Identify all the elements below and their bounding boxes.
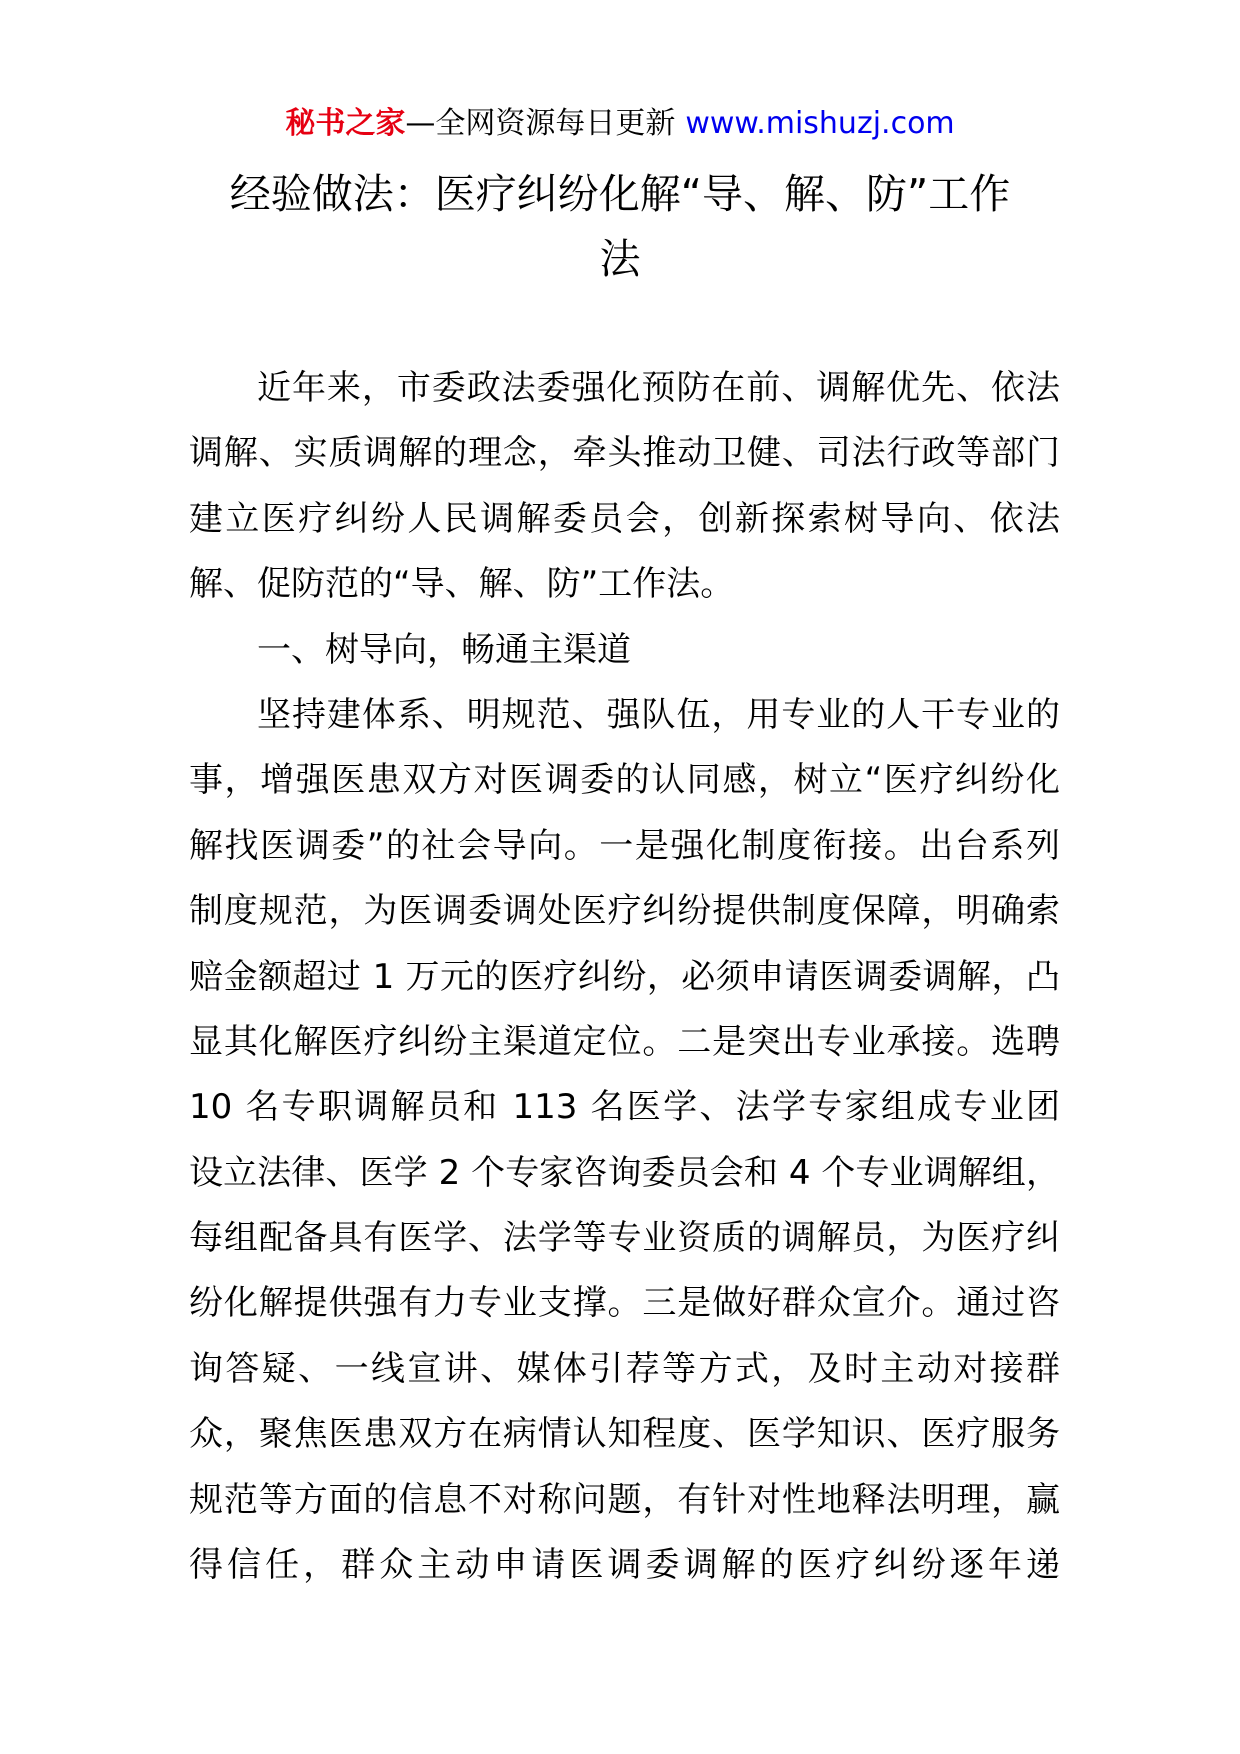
title-line: 法 [599, 235, 641, 283]
body-line: 纷化解提供强有力专业支撑。三是做好群众宣介。通过咨 [189, 1283, 1060, 1324]
document-body [189, 356, 1060, 1598]
body-line: 解、促防范的“导、解、防”工作法。 [189, 564, 735, 605]
header-tagline: —全网资源每日更新 [405, 106, 676, 141]
page-header [0, 104, 1240, 144]
body-line: 10 名专职调解员和 113 名医学、法学专家组成专业团 [189, 1087, 1060, 1128]
body-line: 每组配备具有医学、法学等专业资质的调解员，为医疗纠 [189, 1218, 1060, 1259]
section-heading [189, 618, 1060, 683]
body-line: 制度规范，为医调委调处医疗纠纷提供制度保障，明确索 [189, 891, 1060, 932]
document-title [120, 162, 1120, 292]
section-heading-text: 一、树导向，畅通主渠道 [257, 629, 631, 670]
body-line: 规范等方面的信息不对称问题，有针对性地释法明理，赢 [189, 1479, 1060, 1520]
body-line: 近年来，市委政法委强化预防在前、调解优先、依法 [257, 368, 1060, 408]
body-line: 众，聚焦医患双方在病情认知程度、医学知识、医疗服务 [189, 1414, 1060, 1455]
body-line: 设立法律、医学 2 个专家咨询委员会和 4 个专业调解组， [189, 1152, 1060, 1193]
body-line: 解找医调委”的社会导向。一是强化制度衔接。出台系列 [189, 825, 1060, 866]
title-line: 经验做法：医疗纠纷化解“导、解、防”工作 [229, 170, 1011, 218]
body-line: 建立医疗纠纷人民调解委员会，创新探索树导向、依法 [189, 498, 1060, 539]
body-line: 赔金额超过 1 万元的医疗纠纷，必须申请医调委调解，凸 [189, 956, 1060, 997]
paragraph-intro [189, 356, 1060, 618]
header-url-link[interactable]: www.mishuzj.com [685, 106, 955, 141]
body-line: 坚持建体系、明规范、强队伍，用专业的人干专业的 [257, 694, 1060, 735]
body-line: 事，增强医患双方对医调委的认同感，树立“医疗纠纷化 [189, 760, 1060, 801]
body-line: 调解、实质调解的理念，牵头推动卫健、司法行政等部门 [189, 433, 1060, 474]
header-brand: 秘书之家 [285, 106, 406, 141]
body-line: 显其化解医疗纠纷主渠道定位。二是突出专业承接。选聘 [189, 1021, 1060, 1062]
body-line: 得信任，群众主动申请医调委调解的医疗纠纷逐年递 [189, 1545, 1060, 1586]
paragraph-section-1 [189, 683, 1060, 1598]
body-line: 询答疑、一线宣讲、媒体引荐等方式，及时主动对接群 [189, 1348, 1060, 1389]
